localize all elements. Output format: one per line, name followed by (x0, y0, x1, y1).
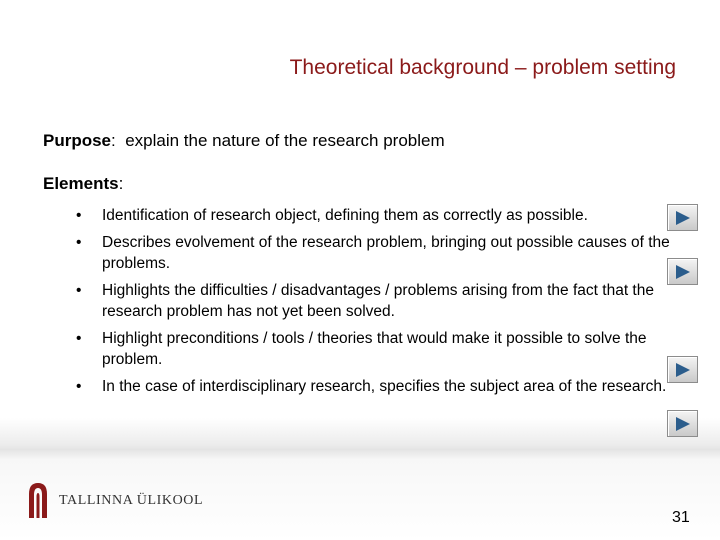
purpose-colon: : (111, 131, 126, 150)
purpose-label: Purpose (43, 131, 112, 150)
play-arrow-icon (675, 210, 691, 226)
footer-band (0, 418, 720, 540)
slide-title: Theoretical background – problem setting (289, 56, 676, 79)
play-button-4[interactable] (667, 410, 698, 437)
list-item (76, 328, 676, 370)
list-item-text: Identification of research object, defining them as correctly as possible. (102, 207, 588, 224)
elements-list (76, 205, 676, 403)
list-item (76, 376, 676, 397)
university-logo-icon (27, 482, 49, 518)
list-item-text: Highlights the difficulties / disadvantages / problems arising from the fact that the research problem has not yet been solved. (102, 282, 654, 320)
elements-heading (43, 174, 123, 194)
list-item-text: Describes evolvement of the research problem, bringing out possible causes of the problems. (102, 234, 670, 272)
purpose-text: explain the nature of the research problem (125, 131, 445, 150)
page-number: 31 (672, 509, 690, 526)
elements-label: Elements (43, 174, 119, 193)
bullet-icon: • (76, 234, 82, 251)
play-arrow-icon (675, 362, 691, 378)
play-button-3[interactable] (667, 356, 698, 383)
play-arrow-icon (675, 264, 691, 280)
list-item-text: Highlight preconditions / tools / theories that would make it possible to solve the problem. (102, 330, 647, 368)
bullet-icon: • (76, 282, 82, 299)
list-item (76, 205, 676, 226)
bullet-icon: • (76, 330, 82, 347)
play-button-2[interactable] (667, 258, 698, 285)
elements-colon: : (118, 174, 124, 193)
play-arrow-icon (675, 416, 691, 432)
list-item-text: In the case of interdisciplinary research, specifies the subject area of the research. (102, 378, 667, 395)
list-item (76, 280, 676, 322)
logo-text: TALLINNA ÜLIKOOL (59, 493, 204, 508)
bullet-icon: • (76, 207, 82, 224)
bullet-icon: • (76, 378, 82, 395)
list-item (76, 232, 676, 274)
purpose-line (43, 131, 445, 151)
play-button-1[interactable] (667, 204, 698, 231)
